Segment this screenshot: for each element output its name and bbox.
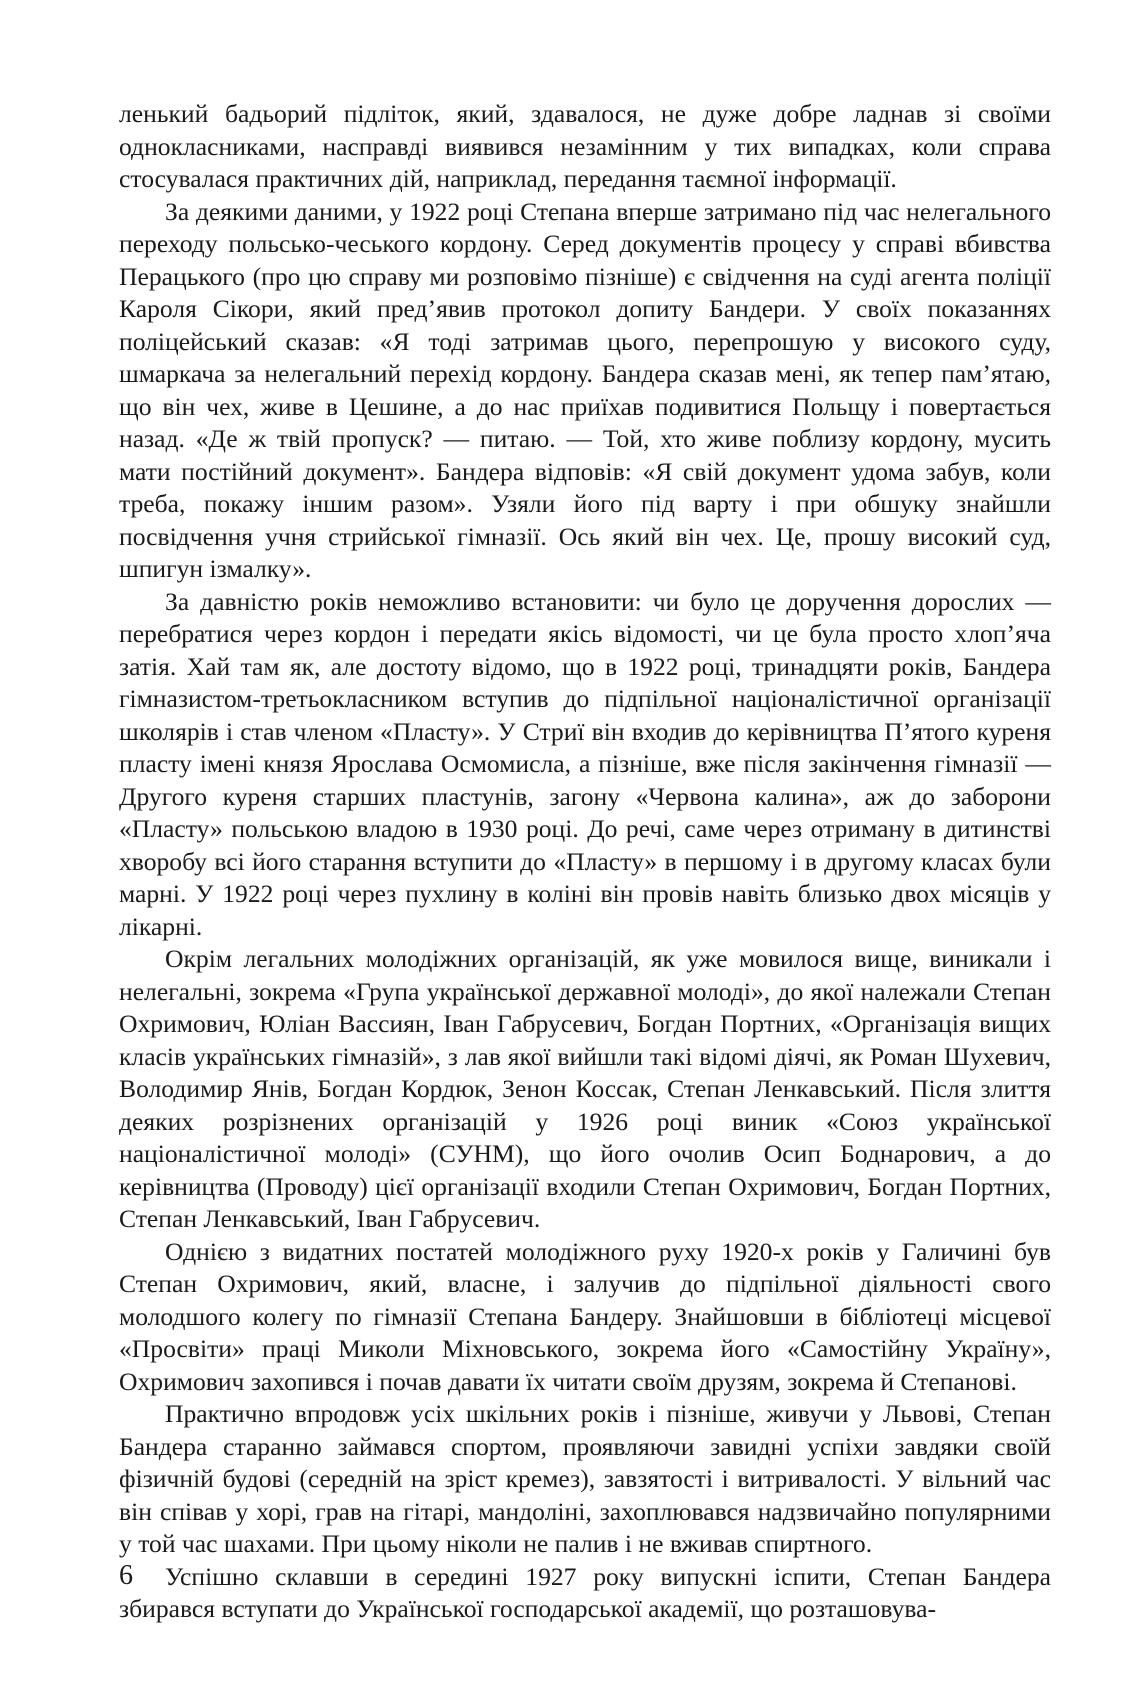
- paragraph-4: Окрім легальних молодіжних організацій, як уже мовилося вище, виникали і нелегальні, зокрема «Група української державної молоді», до якої належали Степан Охримович, Юліан Вассиян, Іван Габрусевич, Богдан Портних, «Організація вищих класів українських гімназій», з лав якої вийшли такі відомі діячі, як Роман Шухевич, Володимир Янів, Богдан Кордюк, Зенон Коссак, Степан Ленкавський. Після злиття деяких розрізнених організацій у 1926 році виник «Союз української націоналістичної молоді» (СУНМ), що його очолив Осип Боднарович, а до керівництва (Проводу) цієї організації входили Степан Охримович, Богдан Портних, Степан Ленкавський, Іван Габрусевич.: [119, 944, 1051, 1233]
- paragraph-1: ленький бадьорий підліток, який, здавалося, не дуже добре ладнав зі своїми однокласниками, насправді виявився незамінним у тих випадках, коли справа стосувалася практичних дій, наприклад, передання таємної інформації.: [119, 99, 1051, 193]
- paragraph-2: За деякими даними, у 1922 році Степана вперше затримано під час нелегального переходу польсько-чеського кордону. Серед документів процесу у справі вбивства Перацького (про цю справу ми розповімо пізніше) є свідчення на суді агента поліції Кароля Сікори, який пред’явив протокол допиту Бандери. У своїх показаннях поліцейський сказав: «Я тоді затримав цього, перепрошую у високого суду, шмаркача за нелегальний перехід кордону. Бандера сказав мені, як тепер пам’ятаю, що він чех, живе в Цешине, а до нас приїхав подивитися Польщу і повертається назад. «Де ж твій пропуск? — питаю. — Той, хто живе поблизу кордону, мусить мати постійний документ». Бандера відповів: «Я свій документ удома забув, коли треба, покажу іншим разом». Узяли його під варту і при обшуку знайшли посвідчення учня стрийської гімназії. Ось який він чех. Це, прошу високий суд, шпигун ізмалку».: [119, 196, 1051, 583]
- page-body: [119, 98, 1051, 1626]
- paragraph-7: Успішно склавши в середині 1927 року випускні іспити, Степан Бандера збирався вступати до Української господарської академії, що розташовува-: [119, 1561, 1051, 1623]
- paragraph-3: За давністю років неможливо встановити: чи було це доручення дорослих — перебратися через кордон і передати якісь відомості, чи це була просто хлоп’яча затія. Хай там як, але достоту відомо, що в 1922 році, тринадцяти років, Бандера гімназистом-третьокласником вступив до підпільної націоналістичної організації школярів і став членом «Пласту». У Стриї він входив до керівництва П’ятого куреня пласту імені князя Ярослава Осмомисла, а пізніше, вже після закінчення гімназії — Другого куреня старших пластунів, загону «Червона калина», аж до заборони «Пласту» польською владою в 1930 році. До речі, саме через отриману в дитинстві хворобу всі його старання вступити до «Пласту» в першому і в другому класах були марні. У 1922 році через пухлину в коліні він провів навіть близько двох місяців у лікарні.: [119, 586, 1051, 941]
- paragraph-5: Однією з видатних постатей молодіжного руху 1920-х років у Галичині був Степан Охримович, який, власне, і залучив до підпільної діяльності свого молодшого колегу по гімназії Степана Бандеру. Знайшовши в бібліотеці місцевої «Просвіти» праці Миколи Міхновського, зокрема його «Самостійну Україну», Охримович захопився і почав давати їх читати своїм друзям, зокрема й Степанові.: [119, 1236, 1051, 1396]
- paragraph-6: Практично впродовж усіх шкільних років і пізніше, живучи у Львові, Степан Бандера старанно займався спортом, проявляючи завидні успіхи завдяки своїй фізичній будові (середній на зріст кремез), завзятості і витривалості. У вільний час він співав у хорі, грав на гітарі, мандоліні, захоплювався надзвичайно популярними у той час шахами. При цьому ніколи не палив і не вживав спиртного.: [119, 1399, 1051, 1558]
- page-number: 6: [119, 1560, 133, 1591]
